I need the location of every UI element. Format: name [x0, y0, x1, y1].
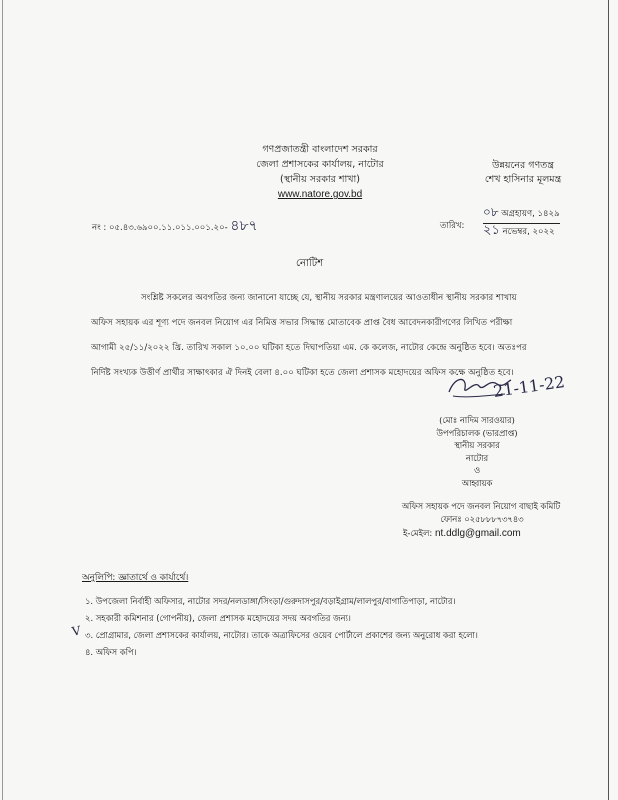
notice-body [91, 286, 536, 386]
cc-item-3: ৩. প্রোগ্রামার, জেলা প্রশাসকের কার্যালয়, নাটোর। তাকে অত্রাফিসের ওয়েব পোর্টালে প্রকাশের জন্য অনুরোধ করা হলো। [85, 630, 478, 640]
memo-number [92, 214, 258, 238]
signatory-office: স্থানীয় সরকার [454, 440, 500, 450]
signatory-email-row [403, 527, 521, 541]
signatory-convener: আহ্বায়ক [461, 477, 493, 488]
date-bangla-day: ০৮ [483, 205, 499, 219]
header-branch: (স্থানীয় সরকার শাখা) [280, 174, 360, 185]
body-line2: অফিস সহায়ক এর শূণ্য পদে জনবল নিয়োগ এর নিমিত্ত সভার সিদ্ধান্ত মোতাবেক প্রাপ্ত বৈধ আবেদনকারীগণের লিখিত পরীক্ষা [91, 318, 513, 328]
date-label: তারিখ: [440, 221, 465, 231]
header-government: গণপ্রজাতন্ত্রী বাংলাদেশ সরকার [262, 144, 378, 155]
signature-block [392, 414, 562, 489]
date-english-rest: নভেম্বর, ২০২২ [502, 227, 555, 237]
cc-item-1: ১. উপজেলা নির্বাহী অফিসার, নাটোর সদর/নলডাঙ্গা/সিংড়া/গুরুদাসপুর/বড়াইগ্রাম/লালপুর/বাগাতিপাড়া, নাটোর। [85, 596, 456, 606]
email-label: ই-মেইল: [403, 529, 433, 539]
signatory-designation: উপপরিচালক (ভারপ্রাপ্ত) [436, 427, 518, 438]
office-header [240, 142, 400, 202]
date-english-day: ২১ [483, 223, 500, 238]
body-line3: আগামী ২৫/১১/২০২২ খ্রি. তারিখ সকাল ১০.০০ ঘটিকা হতে দিঘাপতিয়া এম. কে কলেজ, নাটোর কেন্দ্রে অনুষ্ঠিত হবে। অতঃপর [91, 343, 527, 353]
motto-line2: শেখ হাসিনার মূলমন্ত্র [484, 174, 562, 185]
signatory-phone: ফোনঃ ০২৫৮৮৮৭৩৭৪৩ [440, 514, 524, 524]
cc-list [85, 593, 585, 661]
signature-date: 21-11-22 [492, 372, 566, 401]
date-bangla [483, 205, 560, 221]
body-line1: সংশ্লিষ্ট সকলের অবগতির জন্য জানানো যাচ্ছে যে, স্থানীয় সরকার মন্ত্রণালয়ের আওতাধীন স্থানীয় সরকার শাখায় [141, 293, 517, 303]
cc-margin-tick: V [70, 623, 82, 639]
header-office: জেলা প্রশাসকের কার্যালয়, নাটোর [256, 159, 384, 170]
header-website[interactable]: www.natore.gov.bd [277, 189, 363, 200]
motto-block [468, 159, 578, 187]
motto-line1: উন্নয়নের গণতন্ত্র [492, 160, 554, 171]
memo-handwritten-number: ৪৮৭ [230, 218, 258, 234]
cc-item-4: ৪. অফিস কপি। [85, 647, 137, 657]
signatory-and: ও [473, 465, 481, 475]
cc-item-2: ২. সহকারী কমিশনার (গোপনীয়), জেলা প্রশাসক মহোদয়ের সদয় অবগতির জন্য। [85, 613, 351, 623]
committee-name: অফিস সহায়ক পদে জনবল নিয়োগ বাছাই কমিটি [401, 501, 561, 511]
date-english [483, 223, 560, 239]
date-bangla-rest: অগ্রহায়ণ, ১৪২৯ [501, 209, 560, 219]
cc-title: অনুলিপি: জ্ঞাতার্থে ও কার্যার্থে। [82, 573, 189, 583]
signatory-name: (মোঃ নাদিম সারওয়ার) [439, 415, 515, 425]
notice-title: নোটিশ [296, 258, 324, 269]
memo-number-text: নং : ০৫.৪৩.৬৯০০.১১.০১১.০০১.২০- [92, 223, 228, 233]
body-line4: নির্দিষ্ট সংখ্যক উত্তীর্ণ প্রার্থীর সাক্ষাৎকার ঐ দিনই বেলা ৪.০০ ঘটিকা হতে জেলা প্রশাসক মহোদয়ের অফিস কক্ষে অনুষ্ঠিত হবে। [91, 368, 514, 378]
scan-edge-left [2, 0, 3, 800]
email-address[interactable]: nt.ddlg@gmail.com [434, 528, 521, 539]
signatory-district: নাটোর [465, 452, 489, 463]
scan-edge-right [608, 0, 609, 800]
date-block [483, 205, 560, 239]
